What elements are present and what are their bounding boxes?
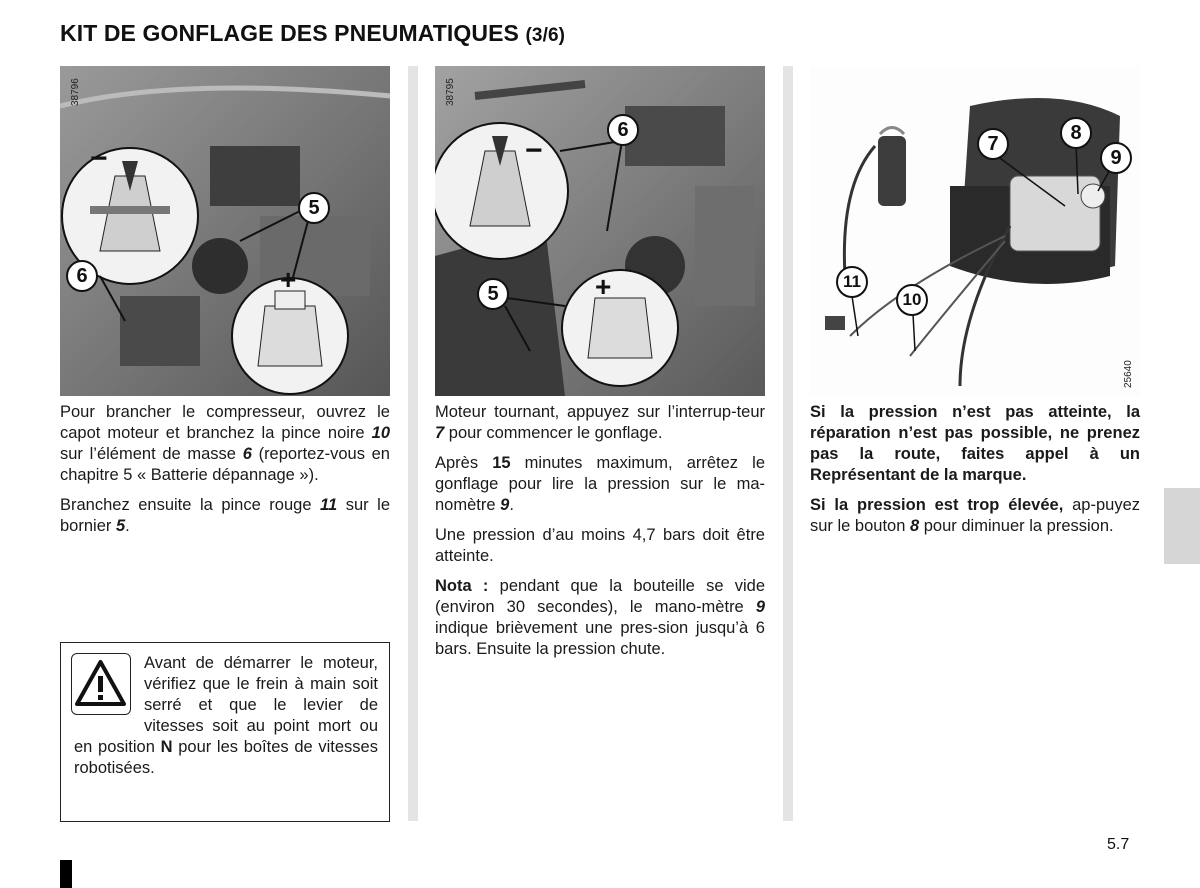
column-3-text: [810, 402, 1140, 546]
callout-5: 5: [477, 278, 509, 310]
callout-6: 6: [66, 260, 98, 292]
page-title-part: (3/6): [525, 25, 566, 46]
column-separator: [408, 66, 418, 821]
text-run: sur le bornier: [60, 496, 391, 535]
warning-text: [74, 653, 378, 779]
text-run: pour les boîtes de vitesses robotisées.: [74, 738, 378, 777]
text-run: Avant de démarrer le moteur, vérifiez que le frein à main soit serré et que le levier de vitesses soit au point mort ou en position: [74, 654, 378, 756]
paragraph: [810, 495, 1140, 537]
ref-number: 8: [909, 517, 920, 535]
ref-number: 6: [242, 445, 252, 463]
text-run: .: [125, 517, 130, 535]
callout-5: 5: [298, 192, 330, 224]
ref-number: 10: [371, 424, 390, 442]
text-run: Pour brancher le compresseur, ouvrez le capot moteur et branchez la pince noire: [60, 403, 390, 442]
minus-symbol: −: [90, 142, 108, 175]
callout-7: 7: [977, 128, 1009, 160]
image-id: 38796: [70, 78, 81, 106]
plus-symbol: +: [595, 271, 612, 302]
callout-8: 8: [1060, 117, 1092, 149]
image-id: 38795: [445, 78, 456, 106]
text-run: minutes maximum, arrêtez le gonflage pour lire la pression sur le ma-nomètre: [435, 454, 765, 514]
nota-label: Nota :: [435, 577, 489, 595]
paragraph: [435, 576, 765, 660]
text-run: sur l’élément de masse: [60, 445, 243, 463]
warning-box: [60, 642, 390, 822]
callout-11: 11: [836, 266, 868, 298]
callout-10: 10: [896, 284, 928, 316]
paragraph: [60, 402, 390, 486]
text-run: Branchez ensuite la pince rouge: [60, 496, 321, 514]
page-title-text: KIT DE GONFLAGE DES PNEUMATIQUES: [60, 20, 519, 46]
page-number: 5.7: [1107, 836, 1130, 853]
text-run: pendant que la bouteille se vide (environ 30 secondes), le mano-mètre: [435, 577, 765, 616]
text-run: Si la pression est trop élevée,: [810, 496, 1064, 514]
engine-photo-left: [60, 66, 390, 396]
text-run: Si la pression n’est pas atteinte, la réparation n’est pas possible, ne prenez pas la route, faites appel à un Représentant de la marque.: [810, 403, 1140, 484]
inflation-kit-photo: [810, 66, 1140, 396]
image-id: 25640: [1123, 360, 1134, 388]
text-run: indique brièvement une pres-sion jusqu’à 6 bars. Ensuite la pression chute.: [435, 619, 765, 658]
column-1-text: [60, 402, 390, 546]
corner-mark: [60, 860, 72, 888]
engine-photo-middle: [435, 66, 765, 396]
paragraph: [435, 402, 765, 444]
paragraph: [435, 453, 765, 516]
plus-symbol: +: [280, 264, 297, 295]
ref-number: 9: [500, 496, 510, 514]
text-run: pour diminuer la pression.: [919, 517, 1114, 535]
gear-position: N: [160, 738, 173, 756]
text-run: .: [509, 496, 514, 514]
ref-number: 7: [435, 424, 445, 442]
paragraph: [60, 495, 390, 537]
chapter-tab: [1164, 488, 1200, 564]
callout-9: 9: [1100, 142, 1132, 174]
text-run: ap-puyez sur le bouton: [810, 496, 1140, 535]
callout-6: 6: [607, 114, 639, 146]
ref-number: 11: [320, 496, 338, 514]
text-run: (reportez-vous en chapitre 5 « Batterie dépannage »).: [60, 445, 390, 484]
page-title: [60, 20, 565, 47]
minus-symbol: −: [525, 134, 543, 167]
paragraph: [810, 402, 1140, 486]
text-run: Moteur tournant, appuyez sur l’interrup-teur: [435, 403, 765, 421]
text-run: pour commencer le gonflage.: [444, 424, 663, 442]
column-separator: [783, 66, 793, 821]
text-run: Une pression d’au moins 4,7 bars doit être atteinte.: [435, 526, 765, 565]
text-run: Après: [435, 454, 493, 472]
paragraph: [435, 525, 765, 567]
column-2-text: [435, 402, 765, 669]
ref-number: 5: [115, 517, 126, 535]
minutes-value: 15: [492, 454, 511, 472]
ref-number: 9: [755, 598, 765, 616]
